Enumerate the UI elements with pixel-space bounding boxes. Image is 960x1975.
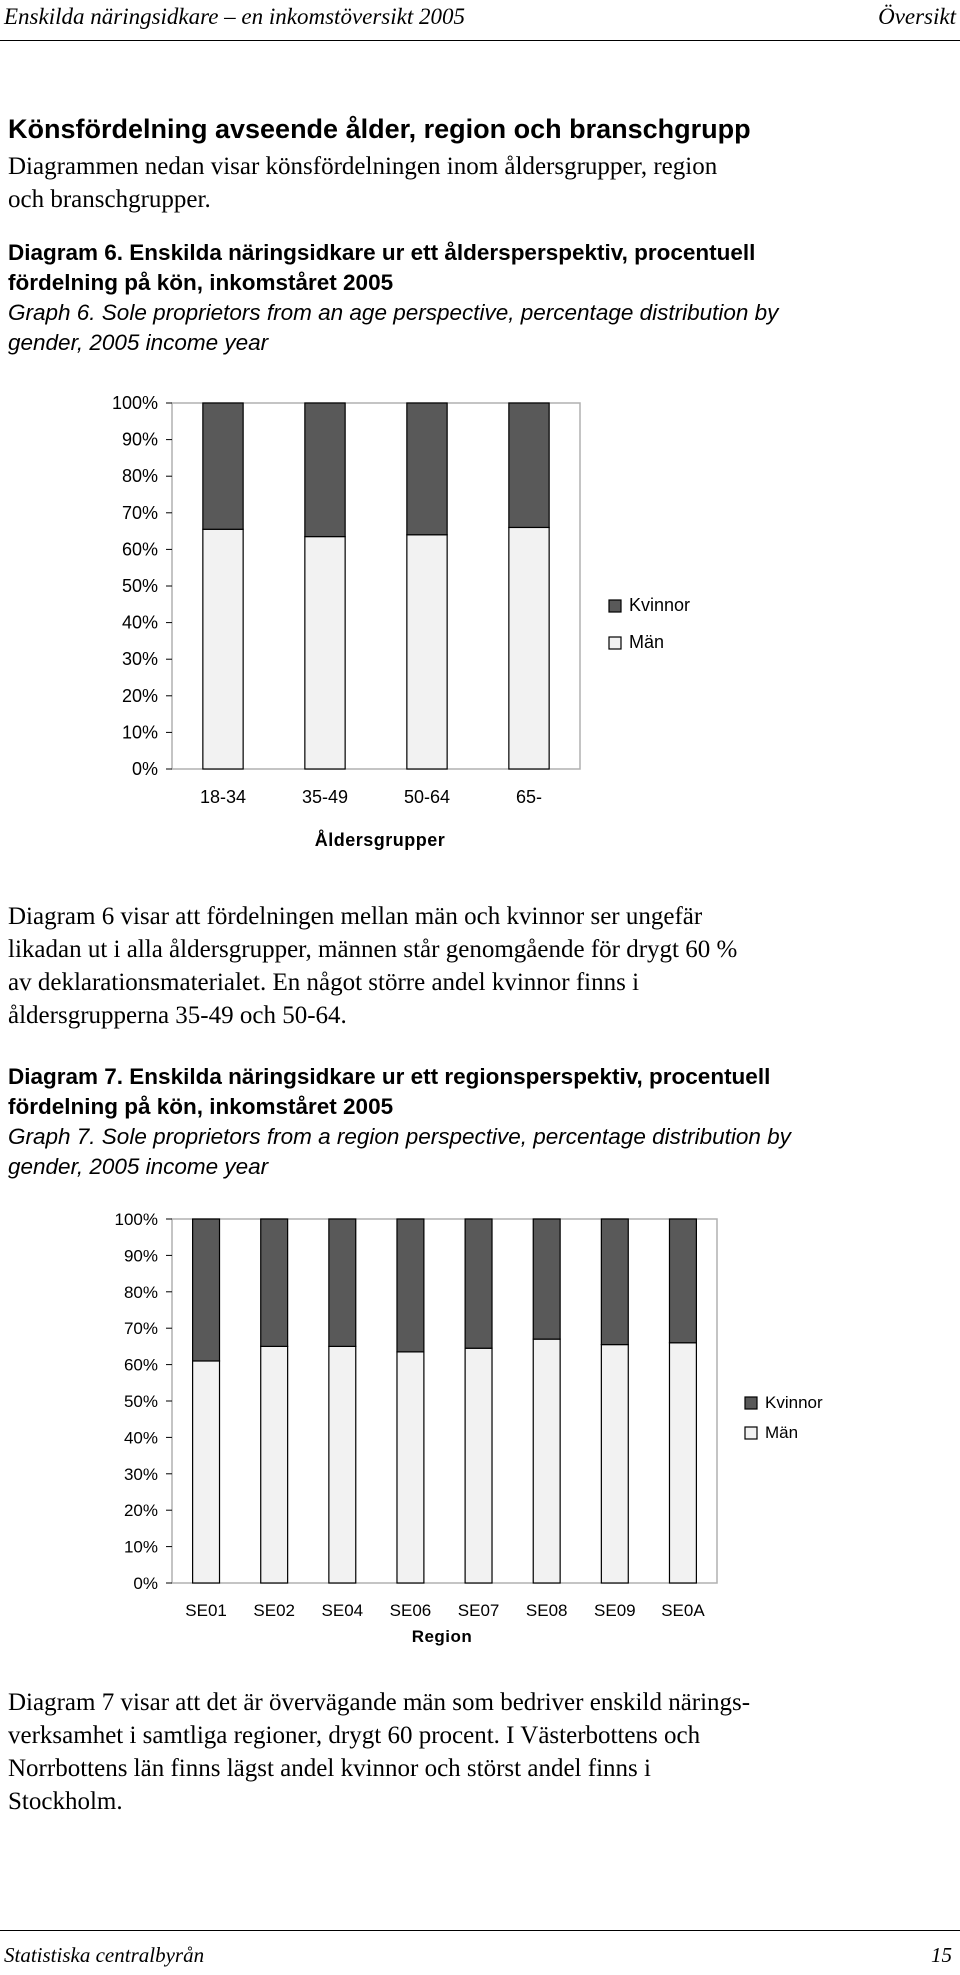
footer-publisher: Statistiska centralbyrån xyxy=(4,1943,205,1967)
chart1-x-tick-label: 35-49 xyxy=(301,787,349,807)
chart2-bar-man xyxy=(329,1346,356,1583)
diagram6-caption-sv-1: Diagram 6. Enskilda näringsidkare ur ett åldersperspektiv, procentuell xyxy=(8,240,756,265)
chart2-bar-kvinnor xyxy=(261,1219,288,1346)
chart2-bar-kvinnor xyxy=(601,1219,628,1345)
diagram7-text-2: verksamhet i samtliga regioner, drygt 60 procent. I Västerbottens och xyxy=(8,1722,701,1749)
chart2-y-tick-label: 100% xyxy=(114,1210,158,1229)
running-header xyxy=(0,0,960,41)
chart2-legend-label: Män xyxy=(765,1423,799,1442)
section-heading: Könsfördelning avseende ålder, region och branschgrupp xyxy=(8,114,751,144)
intro-line-2: och branschgrupper. xyxy=(8,186,211,213)
diagram6-caption-en-1: Graph 6. Sole proprietors from an age perspective, percentage distribution by xyxy=(8,300,779,325)
chart1-y-tick-label: 70% xyxy=(121,502,158,523)
chart2-bar-kvinnor xyxy=(329,1219,356,1346)
chart2-bar-man xyxy=(669,1343,696,1583)
chart-regions xyxy=(0,1195,960,1665)
chart1-bar-man xyxy=(203,529,243,769)
chart1-y-tick-label: 60% xyxy=(121,539,158,560)
chart2-bar-kvinnor xyxy=(533,1219,560,1339)
chart-age-groups xyxy=(0,380,960,860)
chart2-bar-man xyxy=(397,1352,424,1583)
diagram7-caption-sv-2: fördelning på kön, inkomståret 2005 xyxy=(8,1094,394,1119)
chart2-x-tick-label: SE07 xyxy=(457,1601,500,1620)
page-number: 15 xyxy=(931,1943,952,1967)
chart1-y-tick-label: 0% xyxy=(131,759,158,779)
chart1-legend-label: Kvinnor xyxy=(629,595,691,615)
chart2-bar-kvinnor xyxy=(397,1219,424,1352)
chart2-y-tick-label: 90% xyxy=(123,1246,158,1266)
chart2-legend-swatch-man xyxy=(745,1427,757,1439)
chart1-bar-kvinnor xyxy=(407,403,447,535)
chart1-x-tick-label: 18-34 xyxy=(199,787,247,807)
chart2-legend-swatch-kvinnor xyxy=(745,1397,757,1409)
header-title: Enskilda näringsidkare – en inkomstöversikt 2005 xyxy=(4,4,465,29)
chart2-bar-man xyxy=(261,1346,288,1583)
diagram6-text-2: likadan ut i alla åldersgrupper, männen står genomgående för drygt 60 % xyxy=(8,936,738,963)
diagram7-caption-en-2: gender, 2005 income year xyxy=(8,1154,269,1179)
chart2-y-tick-label: 10% xyxy=(123,1537,158,1557)
diagram6-caption-sv-2: fördelning på kön, inkomståret 2005 xyxy=(8,270,394,295)
header-section: Översikt xyxy=(878,4,956,29)
chart1-y-tick-label: 10% xyxy=(121,722,158,743)
chart2-y-tick-label: 50% xyxy=(123,1392,158,1411)
chart2-x-tick-label: SE02 xyxy=(253,1601,295,1620)
chart1-y-tick-label: 40% xyxy=(121,612,158,633)
chart2-x-tick-label: SE09 xyxy=(594,1601,636,1620)
chart2-bar-man xyxy=(465,1348,492,1583)
diagram7-text-3: Norrbottens län finns lägst andel kvinnor och störst andel finns i xyxy=(8,1755,651,1782)
chart2-bar-man xyxy=(193,1361,220,1583)
chart1-y-tick-label: 50% xyxy=(121,576,158,596)
chart1-bar-kvinnor xyxy=(305,403,345,537)
chart1-bar-man xyxy=(305,537,345,769)
chart2-y-tick-label: 30% xyxy=(123,1464,158,1484)
chart1-bar-kvinnor xyxy=(203,403,243,529)
chart1-legend-swatch-man xyxy=(609,637,621,649)
chart1-bar-man xyxy=(509,527,549,769)
diagram6-caption-en-2: gender, 2005 income year xyxy=(8,330,269,355)
chart1-legend-swatch-kvinnor xyxy=(609,600,621,612)
diagram6-text-1: Diagram 6 visar att fördelningen mellan män och kvinnor ser ungefär xyxy=(8,903,703,930)
chart1-y-tick-label: 90% xyxy=(121,429,158,450)
chart1-x-tick-label: 50-64 xyxy=(403,787,451,807)
chart2-x-tick-label: SE08 xyxy=(525,1601,568,1620)
chart2-y-tick-label: 60% xyxy=(123,1355,158,1375)
chart1-y-tick-label: 100% xyxy=(111,393,158,413)
diagram7-text-1: Diagram 7 visar att det är övervägande män som bedriver enskild närings- xyxy=(8,1689,751,1716)
chart2-bar-man xyxy=(601,1345,628,1583)
chart2-y-tick-label: 80% xyxy=(123,1282,158,1302)
chart2-y-tick-label: 0% xyxy=(133,1574,158,1593)
chart2-y-tick-label: 70% xyxy=(123,1319,158,1339)
chart2-y-tick-label: 40% xyxy=(123,1428,158,1448)
intro-line-1: Diagrammen nedan visar könsfördelningen inom åldersgrupper, region xyxy=(8,153,718,180)
diagram7-caption-sv-1: Diagram 7. Enskilda näringsidkare ur ett regionsperspektiv, procentuell xyxy=(8,1064,771,1089)
chart2-bar-kvinnor xyxy=(465,1219,492,1348)
page-footer xyxy=(0,1930,960,1975)
chart2-bar-kvinnor xyxy=(669,1219,696,1343)
chart2-x-tick-label: SE0A xyxy=(661,1601,705,1620)
chart1-legend-label: Män xyxy=(629,632,665,652)
chart1-bar-kvinnor xyxy=(509,403,549,527)
chart1-y-tick-label: 20% xyxy=(121,685,158,706)
chart2-x-tick-label: SE06 xyxy=(389,1601,432,1620)
chart1-x-axis-title: Åldersgrupper xyxy=(314,830,446,850)
chart2-bar-kvinnor xyxy=(193,1219,220,1361)
diagram7-text-4: Stockholm. xyxy=(8,1788,123,1815)
chart2-y-tick-label: 20% xyxy=(123,1501,158,1521)
chart1-y-tick-label: 30% xyxy=(121,649,158,670)
diagram6-text-3: av deklarationsmaterialet. En något större andel kvinnor finns i xyxy=(8,969,640,996)
chart2-x-axis-title: Region xyxy=(411,1627,473,1646)
diagram6-text-4: åldersgrupperna 35-49 och 50-64. xyxy=(8,1002,347,1029)
chart1-bar-man xyxy=(407,535,447,769)
chart2-x-tick-label: SE01 xyxy=(185,1601,227,1620)
chart1-x-tick-label: 65- xyxy=(515,787,543,807)
chart1-y-tick-label: 80% xyxy=(121,466,158,487)
chart2-plot-area xyxy=(172,1219,717,1583)
diagram7-caption-en-1: Graph 7. Sole proprietors from a region perspective, percentage distribution by xyxy=(8,1124,791,1149)
chart2-legend-label: Kvinnor xyxy=(765,1393,823,1412)
chart2-bar-man xyxy=(533,1339,560,1583)
chart2-x-tick-label: SE04 xyxy=(321,1601,364,1620)
